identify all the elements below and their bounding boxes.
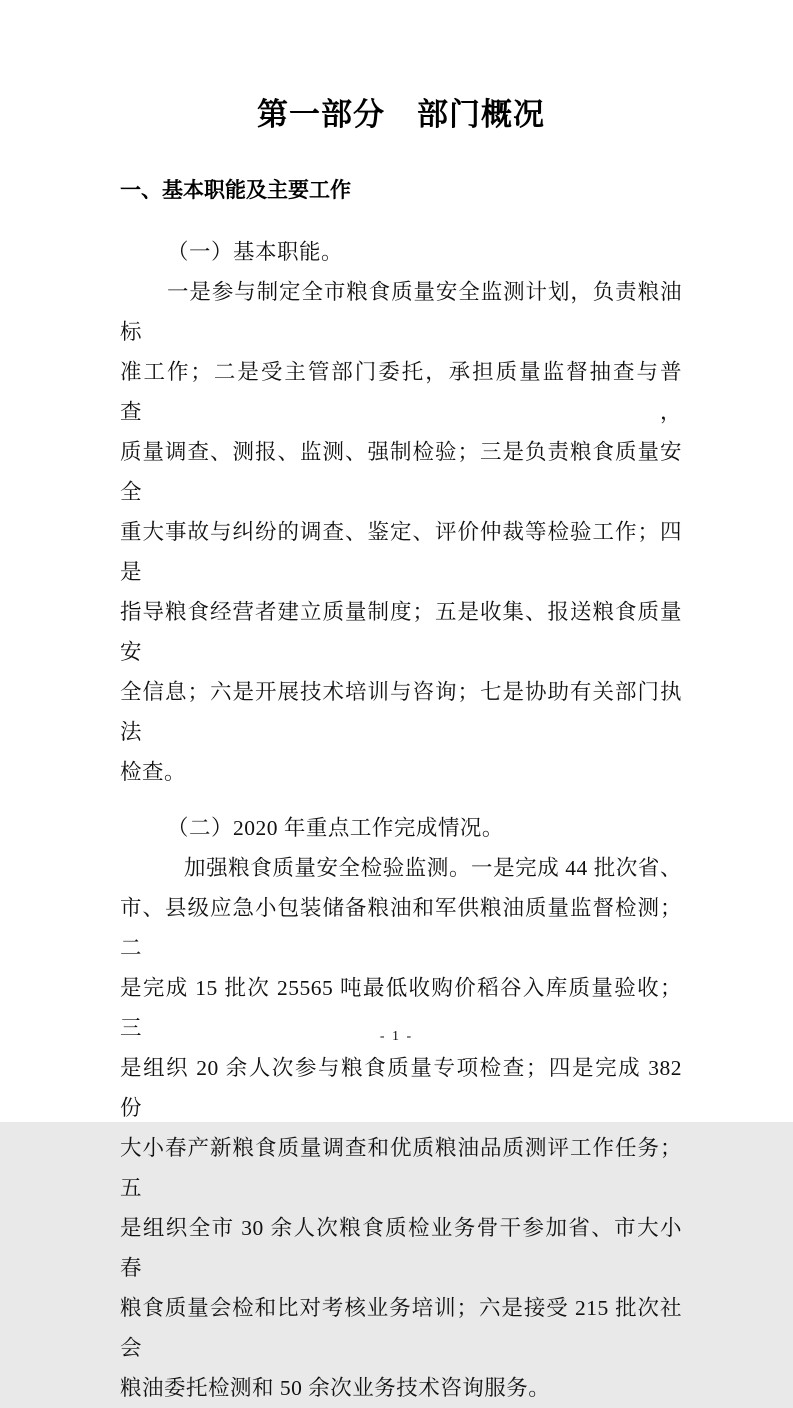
paragraph-line: 一是参与制定全市粮食质量安全监测计划，负责粮油标	[120, 280, 682, 344]
page-number: - 1 -	[379, 1029, 414, 1044]
paragraph-line: 粮食质量会检和比对考核业务培训；六是接受 215 批次社会	[120, 1296, 682, 1360]
document-title: 第一部分 部门概况	[257, 97, 545, 132]
paragraph-line: 准工作；二是受主管部门委托，承担质量监督抽查与普查，	[120, 360, 682, 424]
paragraph-line: 粮油委托检测和 50 余次业务技术咨询服务。	[120, 1376, 551, 1400]
paragraph-line: 大小春产新粮食质量调查和优质粮油品质测评工作任务；五	[120, 1136, 682, 1200]
paragraph-line: 质量调查、测报、监测、强制检验；三是负责粮食质量安全	[120, 440, 682, 504]
paragraph-line: 重大事故与纠纷的调查、鉴定、评价仲裁等检验工作；四是	[120, 520, 682, 584]
paragraph-line: 检查。	[120, 760, 187, 784]
paragraph-basic-functions	[120, 272, 682, 792]
section-heading: 一、基本职能及主要工作	[120, 179, 351, 202]
paragraph-line: 加强粮食质量安全检验监测。一是完成 44 批次省、	[184, 856, 682, 880]
paragraph-line: 是完成 15 批次 25565 吨最低收购价稻谷入库质量验收；三	[120, 976, 682, 1040]
paragraph-2020-key-work	[120, 848, 682, 1408]
subsection-2-heading: （二）2020 年重点工作完成情况。	[167, 816, 504, 840]
paragraph-line: 市、县级应急小包装储备粮油和军供粮油质量监督检测；二	[120, 896, 682, 960]
paragraph-line: 全信息；六是开展技术培训与咨询；七是协助有关部门执法	[120, 680, 682, 744]
paragraph-line: 是组织 20 余人次参与粮食质量专项检查；四是完成 382 份	[120, 1056, 682, 1120]
paragraph-line: 是组织全市 30 余人次粮食质检业务骨干参加省、市大小春	[120, 1216, 682, 1280]
subsection-1-heading: （一）基本职能。	[167, 240, 344, 264]
paragraph-line: 指导粮食经营者建立质量制度；五是收集、报送粮食质量安	[120, 600, 682, 664]
